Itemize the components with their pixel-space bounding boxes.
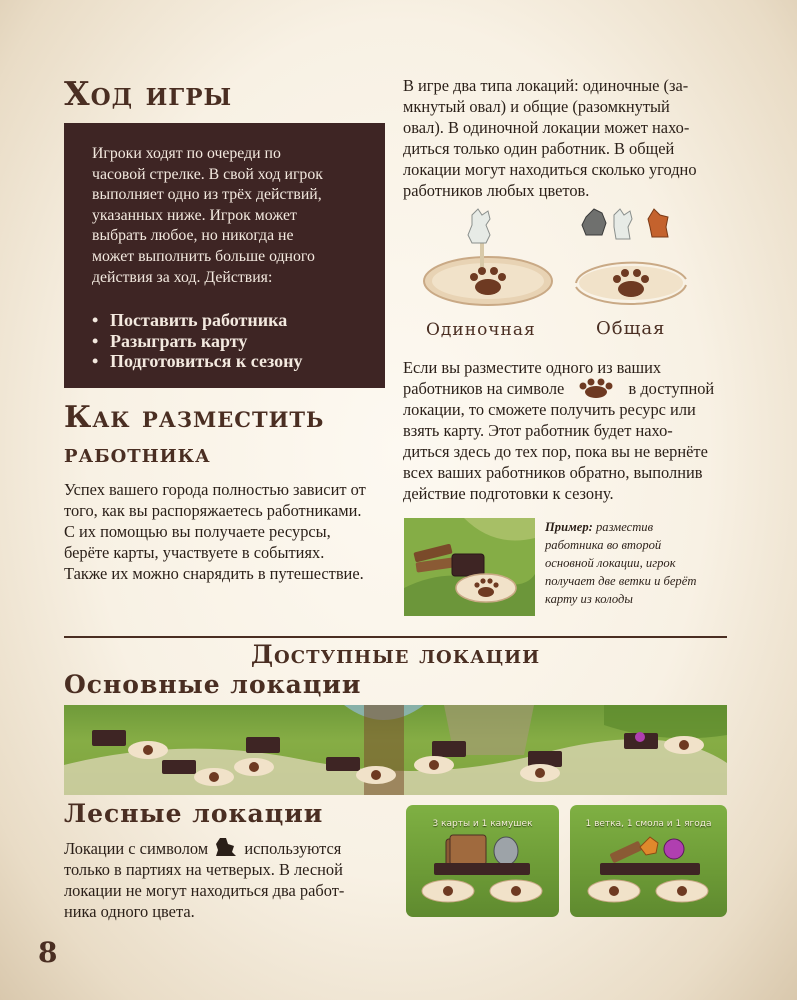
paw-icon — [535, 768, 545, 778]
place-worker-title-line2: работника — [64, 439, 211, 468]
paw-icon — [143, 745, 153, 755]
example-illustration — [404, 518, 535, 616]
available-locations-title: Доступные локации — [250, 640, 541, 669]
action-list — [92, 310, 363, 372]
placement-text: Если вы разместите одного из ваших работников на символе в доступной локации, то сможете получить ресурс или взять карту. Этот работник будет нахо- диться здесь до тех пор, пока вы не вернёте всех ваших работников обратно, выполнив действие подготовки к сезону. — [403, 358, 715, 503]
location-types-text: В игре два типа локаций: одиночные (за- мкнутый овал) и общие (разомкнутый овал). В одиночной локации может нахо- диться только один работник. В общей локации могут находиться сколько угодно работников любых цветов. — [403, 76, 697, 200]
paw-icon — [571, 378, 621, 398]
paw-icon — [429, 760, 439, 770]
exclusive-location-illustration — [418, 205, 558, 313]
forest-locations-title: Лесные локации — [64, 799, 324, 828]
paw-icon — [609, 886, 619, 896]
paw-icon — [679, 740, 689, 750]
paw-icon — [249, 762, 259, 772]
place-worker-title: Как разместить — [64, 400, 325, 435]
forest-tree-icon — [214, 836, 238, 858]
action-item: • Подготовиться к сезону — [92, 351, 303, 372]
action-item: • Разыграть карту — [92, 330, 248, 351]
shared-label: Общая — [596, 318, 666, 339]
shared-location-illustration — [566, 205, 696, 313]
panorama-art — [64, 705, 727, 795]
paw-icon — [209, 772, 219, 782]
page-number: 8 — [38, 936, 59, 969]
action-item: • Поставить работника — [92, 310, 288, 331]
forest-card-art — [406, 829, 559, 917]
example-caption: Пример: разместив работника во второй основной локации, игрок получает две ветки и берёт карту из колоды — [545, 520, 697, 606]
paw-icon — [511, 886, 521, 896]
basic-locations-title: Основные локации — [64, 670, 362, 699]
paw-icon — [677, 886, 687, 896]
exclusive-label: Одиночная — [426, 320, 536, 340]
forest-card-art — [570, 829, 727, 917]
forest-locations-text: Локации с символом используются только в партиях на четверых. В лесной локации не могут находиться два работ- ника одного цвета. — [64, 836, 344, 922]
paw-icon — [443, 886, 453, 896]
meeple-icon — [582, 209, 668, 239]
paw-icon — [371, 770, 381, 780]
basic-locations-panorama — [64, 705, 727, 795]
location-tile — [520, 751, 562, 782]
turn-rules-box — [64, 123, 385, 388]
turn-title: Ход игры — [64, 74, 233, 113]
forest-location-card: 3 карты и 1 камушек — [406, 805, 559, 917]
turn-intro: Игроки ходят по очереди по часовой стрелке. В свой ход игрок выполняет одно из трёх действий, указанных ниже. Игрок может выбрать любое, но никогда не может выполнить больше одного действия за ход. Действия: — [92, 145, 323, 286]
section-divider — [64, 636, 727, 638]
place-worker-text: Успех вашего города полностью зависит от того, как вы распоряжаетесь работниками. С их помощью вы получаете ресурсы, берёте карты, участвуете в событиях. Также их можно снарядить в путешествие. — [64, 480, 366, 583]
forest-location-card: 1 ветка, 1 смола и 1 ягода — [570, 805, 727, 917]
